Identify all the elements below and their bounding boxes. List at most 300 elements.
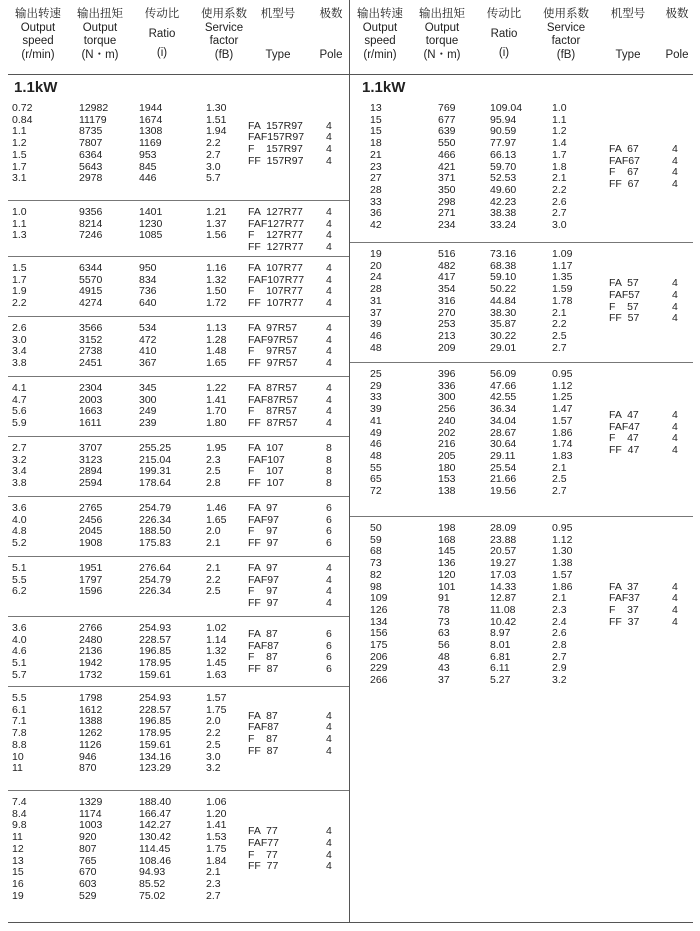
table-cell: 47.66: [490, 379, 517, 392]
table-cell: 1169: [139, 137, 162, 150]
header-sf-cn: 使用系数: [201, 8, 247, 20]
type-col: [248, 323, 298, 370]
table-cell: 36.34: [490, 403, 517, 416]
table-cell: 20.57: [490, 545, 517, 558]
pole-cell: 8: [326, 477, 332, 490]
table-cell: 1942: [79, 657, 103, 670]
pole-col: [326, 503, 332, 550]
table-cell: 1.12: [552, 533, 573, 546]
table-cell: 1.94: [206, 125, 227, 138]
table-cell: 7.1: [12, 715, 27, 728]
table-cell: 677: [438, 113, 456, 126]
table-cell: 5643: [79, 160, 103, 173]
table-cell: 5.6: [12, 405, 27, 418]
table-cell: 1797: [79, 573, 103, 586]
table-cell: 91: [438, 592, 450, 605]
table-cell: 534: [139, 322, 157, 334]
table-cell: 8214: [79, 217, 103, 230]
table-cell: 228.57: [139, 703, 172, 716]
table-cell: 2.6: [12, 322, 27, 334]
table-cell: 198: [438, 522, 456, 534]
table-cell: 3123: [79, 453, 103, 466]
type-cell: F 97: [248, 525, 278, 538]
table-cell: 1.75: [206, 842, 227, 855]
type-cell: FF 107: [248, 477, 285, 490]
table-cell: 63: [438, 627, 450, 640]
pole-cell: 4: [672, 154, 678, 167]
pole-col: [326, 383, 332, 430]
table-cell: 3152: [79, 333, 103, 346]
table-cell: 168: [438, 533, 456, 546]
group-separator: [8, 436, 349, 437]
pole-cell: 4: [326, 273, 332, 286]
table-cell: 11.08: [490, 603, 516, 616]
speed-col: [12, 693, 27, 775]
header-sf-unit: (fB): [556, 48, 576, 61]
pole-cell: 4: [326, 860, 332, 873]
model-group: [350, 246, 693, 366]
sf-col: [206, 503, 226, 550]
table-cell: 253: [438, 318, 456, 331]
table-cell: 1.0: [552, 102, 567, 114]
table-cell: 49.60: [490, 183, 517, 196]
table-cell: 1.13: [206, 322, 227, 334]
torque-col: [79, 263, 102, 310]
table-cell: 95.94: [490, 113, 517, 126]
table-cell: 3.6: [12, 622, 27, 634]
table-cell: 1.51: [206, 113, 227, 126]
table-cell: 1.75: [206, 703, 227, 716]
pole-cell: 4: [326, 382, 332, 394]
table-cell: 254.93: [139, 622, 172, 634]
sf-col: [206, 623, 226, 682]
type-cell: FF 87: [248, 662, 279, 675]
table-cell: 271: [438, 207, 456, 220]
type-cell: F 127R77: [248, 229, 303, 242]
speed-col: [12, 443, 27, 490]
header-speed-en: Output: [362, 21, 398, 34]
table-cell: 46: [370, 438, 382, 451]
table-cell: 1308: [139, 125, 163, 138]
table-cell: 1.7: [552, 148, 567, 161]
table-cell: 550: [438, 137, 456, 150]
table-cell: 50.22: [490, 283, 517, 296]
header-pole-en: Pole: [665, 48, 689, 61]
table-cell: 188.50: [139, 525, 172, 538]
table-cell: 2.6: [552, 195, 567, 208]
table-cell: 1.86: [552, 426, 573, 439]
pole-cell: 4: [326, 142, 332, 155]
table-cell: 1732: [79, 668, 103, 681]
table-cell: 202: [438, 426, 456, 439]
table-cell: 196.85: [139, 715, 172, 728]
table-cell: 42.23: [490, 195, 517, 208]
ratio-col: [139, 797, 171, 902]
pole-cell: 4: [326, 262, 332, 274]
table-cell: 15: [12, 866, 24, 879]
table-cell: 2.7: [552, 207, 567, 220]
type-col: [248, 263, 304, 310]
pole-cell: 4: [672, 142, 678, 155]
table-cell: 5570: [79, 273, 103, 286]
table-cell: 48: [370, 449, 382, 462]
table-cell: 8.01: [490, 639, 511, 652]
header-sf-en2: factor: [209, 35, 239, 47]
table-cell: 138: [438, 485, 456, 498]
type-cell: FAF97: [248, 573, 279, 586]
table-cell: 4915: [79, 285, 103, 298]
table-cell: 1.5: [12, 148, 27, 161]
header-speed: [350, 8, 410, 62]
sf-col: [552, 523, 572, 687]
table-cell: 765: [79, 854, 97, 867]
table-cell: 249: [139, 405, 157, 418]
table-cell: 98: [370, 580, 382, 593]
table-cell: 336: [438, 379, 456, 392]
pole-cell: 4: [672, 166, 678, 179]
model-group: [8, 320, 349, 380]
type-cell: F 107: [248, 465, 284, 478]
table-cell: 39: [370, 403, 382, 416]
table-cell: 36: [370, 207, 382, 220]
table-cell: 42.55: [490, 391, 517, 404]
table-cell: 23.88: [490, 533, 517, 546]
header-sf-cn: 使用系数: [543, 8, 589, 20]
table-cell: 2.2: [552, 318, 567, 331]
type-cell: FF 47: [609, 444, 640, 457]
table-cell: 1.72: [206, 297, 227, 310]
pole-cell: 4: [326, 562, 332, 574]
table-cell: 205: [438, 449, 456, 462]
type-cell: FA 127R77: [248, 206, 303, 218]
table-cell: 4.8: [12, 525, 27, 538]
header-torque-en2: torque: [83, 35, 117, 47]
ratio-col: [139, 323, 157, 370]
pole-cell: 4: [326, 405, 332, 418]
table-cell: 166.47: [139, 807, 172, 820]
pole-col: [672, 582, 678, 629]
table-cell: 6344: [79, 262, 103, 274]
header-ratio-cn: 传动比: [486, 8, 522, 20]
table-cell: 1.9: [12, 285, 27, 298]
header-spacer: [660, 22, 694, 49]
table-cell: 529: [79, 889, 97, 902]
table-cell: 1126: [79, 738, 102, 751]
table-cell: 2765: [79, 502, 103, 514]
table-cell: 3.0: [206, 750, 221, 763]
table-cell: 298: [438, 195, 456, 208]
table-cell: 1.57: [552, 414, 573, 427]
table-cell: 1.5: [12, 262, 27, 274]
torque-col: [79, 563, 102, 598]
header-ratio-unit: (i): [156, 47, 168, 59]
table-cell: 2.0: [206, 715, 221, 728]
pole-cell: 4: [326, 297, 332, 310]
group-separator: [350, 242, 693, 243]
table-cell: 19: [12, 889, 24, 902]
model-group: [350, 366, 693, 520]
pole-cell: 8: [326, 442, 332, 454]
table-cell: 6.1: [12, 703, 27, 716]
table-cell: 472: [139, 333, 157, 346]
table-cell: 1.7: [12, 273, 27, 286]
type-cell: FA 107R77: [248, 262, 303, 274]
table-cell: 3566: [79, 322, 103, 334]
table-cell: 1329: [79, 796, 103, 808]
type-cell: FA 57: [609, 277, 639, 290]
table-cell: 2594: [79, 477, 103, 490]
table-cell: 807: [79, 842, 97, 855]
type-cell: FAF97: [248, 513, 279, 526]
table-cell: 1.38: [552, 557, 573, 570]
table-cell: 466: [438, 148, 456, 161]
table-cell: 20: [370, 259, 382, 272]
table-cell: 1.32: [206, 273, 227, 286]
header-torque-unit: (N・m): [423, 48, 461, 61]
table-cell: 1.65: [206, 357, 227, 370]
type-cell: FA 97: [248, 502, 278, 514]
table-cell: 82: [370, 568, 382, 581]
sf-col: [206, 797, 226, 902]
pole-cell: 4: [672, 592, 678, 605]
table-cell: 216: [438, 438, 456, 451]
table-cell: 226.34: [139, 513, 172, 526]
group-separator: [8, 316, 349, 317]
header-sf: [536, 8, 596, 62]
type-cell: F 67: [609, 166, 639, 179]
type-col: [609, 582, 640, 629]
table-cell: 33: [370, 195, 382, 208]
speed-col: [370, 369, 382, 498]
pole-col: [326, 323, 332, 370]
type-cell: FF 67: [609, 178, 640, 191]
type-cell: FA 37: [609, 580, 639, 593]
pole-cell: 4: [326, 229, 332, 242]
table-cell: 25: [370, 368, 382, 380]
speed-col: [12, 383, 27, 430]
table-cell: 29.01: [490, 341, 517, 354]
table-cell: 1.32: [206, 645, 227, 658]
model-group: [8, 260, 349, 320]
table-cell: 5.1: [12, 562, 27, 574]
table-cell: 1.0: [12, 206, 27, 218]
header-speed-unit: (r/min): [21, 48, 55, 61]
table-cell: 30.22: [490, 329, 517, 342]
table-cell: 114.45: [139, 842, 171, 855]
header-torque-en: Output: [424, 21, 460, 34]
pole-cell: 4: [326, 119, 332, 132]
table-cell: 142.27: [139, 819, 172, 832]
table-cell: 834: [139, 273, 157, 286]
table-cell: 2.5: [206, 585, 221, 598]
table-cell: 1.65: [206, 513, 227, 526]
model-group: [350, 520, 693, 708]
header-speed-en2: speed: [364, 35, 396, 47]
pole-cell: 6: [326, 537, 332, 550]
table-cell: 228.57: [139, 633, 172, 646]
table-cell: 7.8: [12, 727, 27, 740]
table-cell: 3707: [79, 442, 103, 454]
table-cell: 48: [370, 341, 382, 354]
table-cell: 1.78: [552, 294, 573, 307]
table-cell: 670: [79, 866, 97, 879]
type-col: [609, 410, 640, 457]
sf-col: [206, 443, 226, 490]
table-cell: 109.04: [490, 102, 523, 114]
table-cell: 1.46: [206, 502, 227, 514]
table-cell: 120: [438, 568, 456, 581]
table-cell: 3.0: [206, 160, 221, 173]
header-spacer: [600, 22, 656, 49]
table-cell: 199.31: [139, 465, 172, 478]
table-cell: 8.97: [490, 627, 511, 640]
table-cell: 2451: [79, 357, 103, 370]
table-cell: 226.34: [139, 585, 172, 598]
table-cell: 73.16: [490, 248, 517, 260]
table-cell: 6.11: [490, 662, 510, 675]
type-cell: F 87: [248, 651, 278, 664]
table-cell: 2.3: [206, 877, 221, 890]
table-cell: 7.4: [12, 796, 27, 808]
ratio-col: [139, 443, 171, 490]
table-cell: 4274: [79, 297, 103, 310]
table-cell: 50: [370, 522, 382, 534]
group-separator: [8, 790, 349, 791]
table-cell: 2.1: [206, 537, 221, 550]
pole-col: [326, 443, 332, 490]
table-cell: 24: [370, 271, 382, 284]
table-cell: 1.95: [206, 442, 227, 454]
model-group: [8, 794, 349, 912]
type-cell: FAF97R57: [248, 333, 299, 346]
table-cell: 178.64: [139, 477, 172, 490]
table-cell: 3.2: [552, 674, 567, 687]
pole-cell: 8: [326, 453, 332, 466]
header-sf-en: Service: [204, 21, 244, 34]
table-cell: 73: [438, 615, 450, 628]
table-cell: 2894: [79, 465, 103, 478]
pole-cell: 4: [672, 288, 678, 301]
table-cell: 396: [438, 368, 456, 380]
table-cell: 845: [139, 160, 157, 173]
table-cell: 1.1: [552, 113, 567, 126]
type-cell: F 87R57: [248, 405, 298, 418]
table-cell: 2.5: [206, 738, 221, 751]
table-cell: 5.7: [206, 172, 221, 185]
header-speed: [8, 8, 68, 62]
sf-col: [206, 693, 226, 775]
table-cell: 2.7: [12, 442, 27, 454]
table-cell: 270: [438, 306, 456, 319]
sf-col: [552, 249, 572, 354]
table-cell: 56: [438, 639, 450, 652]
table-cell: 4.0: [12, 633, 27, 646]
type-cell: FAF77: [248, 836, 279, 849]
table-cell: 3.8: [12, 477, 27, 490]
table-cell: 1.28: [206, 333, 227, 346]
pole-cell: 6: [326, 502, 332, 514]
type-cell: FA 87: [248, 627, 278, 640]
table-cell: 953: [139, 148, 157, 161]
table-cell: 1.70: [206, 405, 227, 418]
table-cell: 3.2: [12, 453, 27, 466]
table-cell: 300: [139, 393, 157, 406]
table-cell: 417: [438, 271, 456, 284]
table-cell: 213: [438, 329, 456, 342]
table-cell: 0.84: [12, 113, 33, 126]
type-cell: FF 97: [248, 537, 279, 550]
table-cell: 2.7: [552, 485, 567, 498]
header-ratio-cn: 传动比: [144, 8, 180, 20]
pole-cell: 4: [326, 206, 332, 218]
table-cell: 3.4: [12, 345, 27, 358]
pole-col: [326, 207, 332, 254]
table-cell: 44.84: [490, 294, 517, 307]
table-cell: 1.84: [206, 854, 227, 867]
table-cell: 2456: [79, 513, 103, 526]
table-cell: 34.04: [490, 414, 517, 427]
type-cell: FF 57: [609, 312, 640, 325]
torque-col: [79, 797, 102, 902]
type-cell: F 37: [609, 603, 639, 616]
pole-cell: 6: [326, 513, 332, 526]
pole-cell: 4: [672, 603, 678, 616]
table-cell: 639: [438, 125, 456, 138]
table-cell: 1.22: [206, 382, 227, 394]
header-torque-unit: (N・m): [81, 48, 119, 61]
sf-col: [206, 383, 226, 430]
table-cell: 78: [438, 603, 450, 616]
pole-cell: 4: [672, 580, 678, 593]
table-cell: 1174: [79, 807, 102, 820]
table-cell: 2.6: [552, 627, 567, 640]
table-cell: 1262: [79, 727, 103, 740]
table-cell: 2.3: [552, 603, 567, 616]
table-cell: 59.10: [490, 271, 517, 284]
type-cell: FA 107: [248, 442, 284, 454]
type-col: [248, 383, 298, 430]
table-cell: 2304: [79, 382, 103, 394]
table-cell: 30.64: [490, 438, 517, 451]
table-cell: 1.2: [552, 125, 567, 138]
table-cell: 196.85: [139, 645, 172, 658]
table-cell: 8.8: [12, 738, 27, 751]
type-cell: FA 97: [248, 562, 278, 574]
type-cell: FAF107: [248, 453, 285, 466]
table-cell: 1674: [139, 113, 163, 126]
header-sf-en2: factor: [551, 35, 581, 47]
table-cell: 946: [79, 750, 97, 763]
model-group: [8, 440, 349, 500]
pole-col: [326, 711, 332, 758]
table-cell: 2.1: [206, 562, 221, 574]
pole-cell: 4: [326, 573, 332, 586]
table-cell: 2978: [79, 172, 103, 185]
speed-col: [12, 323, 27, 370]
type-cell: FA 77: [248, 825, 278, 838]
table-cell: 300: [438, 391, 456, 404]
speed-col: [12, 263, 27, 310]
table-cell: 2045: [79, 525, 103, 538]
table-cell: 1944: [139, 102, 163, 114]
header-type: [250, 8, 306, 62]
table-cell: 156: [370, 627, 388, 640]
torque-col: [79, 623, 102, 682]
table-cell: 46: [370, 329, 382, 342]
ratio-col: [139, 563, 171, 598]
table-cell: 1.4: [552, 137, 567, 150]
table-cell: 159.61: [139, 738, 172, 751]
